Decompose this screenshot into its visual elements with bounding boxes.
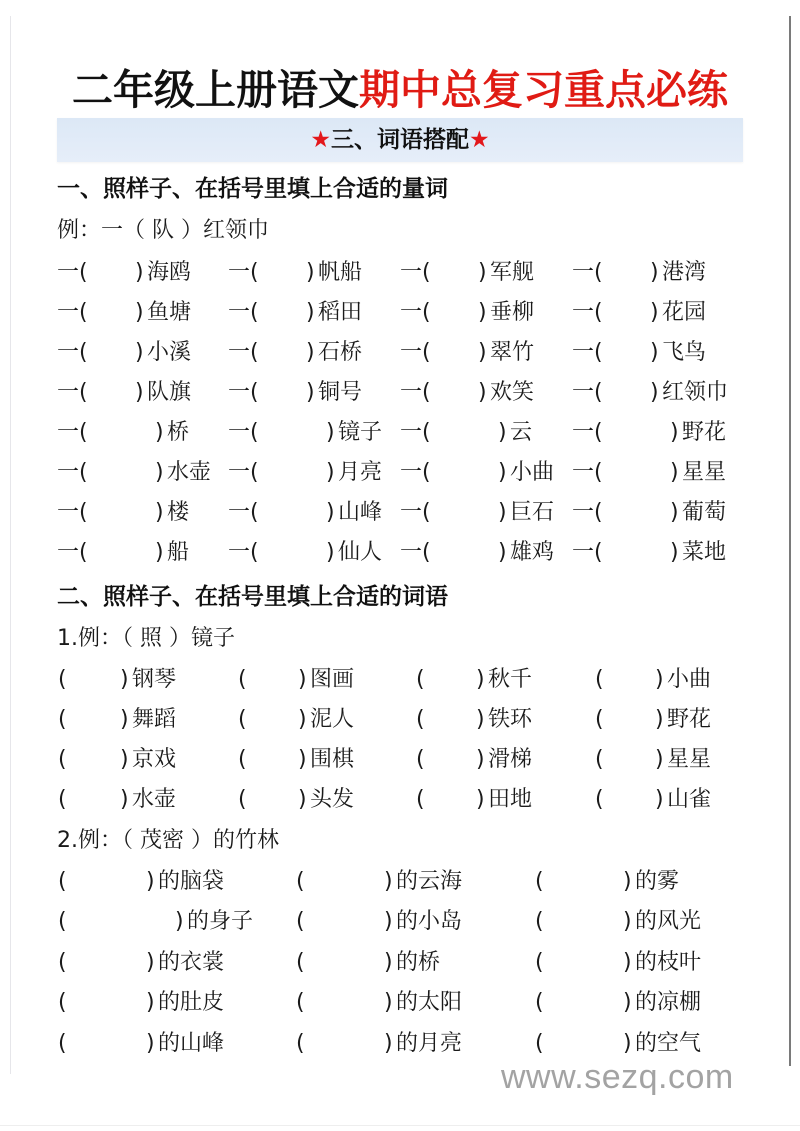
open-paren: ( bbox=[238, 787, 247, 812]
noun-phrase: 的凉棚 bbox=[635, 990, 702, 1015]
object-word: 京戏 bbox=[132, 747, 177, 772]
close-paren: ) bbox=[298, 667, 307, 692]
close-paren: ) bbox=[384, 909, 393, 934]
noun-phrase: 的衣裳 bbox=[158, 950, 225, 975]
answer-blank[interactable] bbox=[264, 497, 322, 529]
prefix-open-paren: 一( bbox=[228, 340, 259, 365]
open-paren: ( bbox=[58, 869, 67, 894]
close-paren: ) bbox=[146, 869, 155, 894]
answer-blank[interactable] bbox=[93, 457, 151, 489]
answer-blank[interactable] bbox=[608, 457, 666, 489]
close-paren: ) bbox=[135, 260, 144, 285]
close-paren: ) bbox=[384, 869, 393, 894]
close-paren: ) bbox=[326, 500, 335, 525]
prefix-open-paren: 一( bbox=[57, 460, 88, 485]
object-word: 星星 bbox=[667, 747, 712, 772]
section2-part1-example: 1.例：（ 照 ）镜子 bbox=[57, 626, 235, 651]
answer-blank[interactable] bbox=[308, 987, 382, 1019]
open-paren: ( bbox=[296, 909, 305, 934]
close-paren: ) bbox=[476, 787, 485, 812]
answer-blank[interactable] bbox=[436, 257, 474, 289]
answer-blank[interactable] bbox=[436, 537, 494, 569]
open-paren: ( bbox=[595, 787, 604, 812]
close-paren: ) bbox=[306, 260, 315, 285]
close-paren: ) bbox=[478, 340, 487, 365]
noun-word: 欢笑 bbox=[490, 380, 535, 405]
close-paren: ) bbox=[476, 707, 485, 732]
answer-blank[interactable] bbox=[608, 257, 646, 289]
noun-word: 星星 bbox=[682, 460, 727, 485]
answer-blank[interactable] bbox=[70, 664, 118, 696]
prefix-open-paren: 一( bbox=[572, 420, 603, 445]
prefix-open-paren: 一( bbox=[228, 460, 259, 485]
open-paren: ( bbox=[296, 950, 305, 975]
noun-phrase: 的桥 bbox=[396, 950, 441, 975]
close-paren: ) bbox=[476, 747, 485, 772]
noun-phrase: 的空气 bbox=[635, 1031, 702, 1056]
answer-blank[interactable] bbox=[70, 744, 118, 776]
noun-word: 镜子 bbox=[338, 420, 383, 445]
prefix-open-paren: 一( bbox=[572, 540, 603, 565]
answer-blank[interactable] bbox=[608, 417, 666, 449]
answer-blank[interactable] bbox=[264, 297, 302, 329]
section-band bbox=[57, 118, 743, 162]
section-band-label bbox=[57, 118, 743, 162]
noun-word: 红领巾 bbox=[662, 380, 729, 405]
prefix-open-paren: 一( bbox=[400, 380, 431, 405]
answer-blank[interactable] bbox=[70, 784, 118, 816]
prefix-open-paren: 一( bbox=[572, 500, 603, 525]
prefix-open-paren: 一( bbox=[400, 460, 431, 485]
close-paren: ) bbox=[498, 460, 507, 485]
close-paren: ) bbox=[155, 420, 164, 445]
prefix-open-paren: 一( bbox=[228, 260, 259, 285]
answer-blank[interactable] bbox=[436, 497, 494, 529]
exercise-row bbox=[0, 987, 800, 1019]
close-paren: ) bbox=[478, 380, 487, 405]
close-paren: ) bbox=[135, 380, 144, 405]
answer-blank[interactable] bbox=[607, 704, 653, 736]
close-paren: ) bbox=[155, 540, 164, 565]
close-paren: ) bbox=[120, 667, 129, 692]
exercise-row bbox=[0, 744, 800, 776]
object-word: 钢琴 bbox=[132, 667, 177, 692]
exercise-row bbox=[0, 947, 800, 979]
answer-blank[interactable] bbox=[308, 866, 382, 898]
close-paren: ) bbox=[498, 420, 507, 445]
open-paren: ( bbox=[238, 707, 247, 732]
answer-blank[interactable] bbox=[250, 664, 296, 696]
close-paren: ) bbox=[146, 990, 155, 1015]
noun-word: 帆船 bbox=[318, 260, 363, 285]
answer-blank[interactable] bbox=[70, 1028, 144, 1060]
close-paren: ) bbox=[306, 380, 315, 405]
exercise-row bbox=[0, 1028, 800, 1060]
star-icon: ★ bbox=[469, 127, 490, 153]
close-paren: ) bbox=[476, 667, 485, 692]
close-paren: ) bbox=[326, 460, 335, 485]
answer-blank[interactable] bbox=[70, 704, 118, 736]
section1-example: 例：一（ 队 ）红领巾 bbox=[57, 218, 269, 243]
close-paren: ) bbox=[670, 540, 679, 565]
object-word: 小曲 bbox=[667, 667, 712, 692]
close-paren: ) bbox=[298, 707, 307, 732]
noun-word: 桥 bbox=[167, 420, 190, 445]
answer-blank[interactable] bbox=[93, 417, 151, 449]
noun-word: 石桥 bbox=[318, 340, 363, 365]
noun-word: 铜号 bbox=[318, 380, 363, 405]
watermark: www.sezq.com bbox=[501, 1058, 734, 1096]
prefix-open-paren: 一( bbox=[57, 420, 88, 445]
close-paren: ) bbox=[655, 787, 664, 812]
answer-blank[interactable] bbox=[608, 337, 646, 369]
answer-blank[interactable] bbox=[264, 417, 322, 449]
exercise-row bbox=[0, 457, 800, 489]
answer-blank[interactable] bbox=[428, 784, 474, 816]
noun-phrase: 的风光 bbox=[635, 909, 702, 934]
answer-blank[interactable] bbox=[308, 1028, 382, 1060]
noun-word: 月亮 bbox=[338, 460, 383, 485]
prefix-open-paren: 一( bbox=[572, 380, 603, 405]
answer-blank[interactable] bbox=[264, 337, 302, 369]
noun-word: 小曲 bbox=[510, 460, 555, 485]
close-paren: ) bbox=[623, 950, 632, 975]
close-paren: ) bbox=[655, 707, 664, 732]
close-paren: ) bbox=[326, 540, 335, 565]
answer-blank[interactable] bbox=[70, 906, 173, 938]
close-paren: ) bbox=[655, 747, 664, 772]
close-paren: ) bbox=[384, 1031, 393, 1056]
noun-phrase: 的雾 bbox=[635, 869, 680, 894]
noun-word: 云 bbox=[510, 420, 533, 445]
noun-word: 翠竹 bbox=[490, 340, 535, 365]
close-paren: ) bbox=[298, 747, 307, 772]
open-paren: ( bbox=[535, 909, 544, 934]
noun-word: 鱼塘 bbox=[147, 300, 192, 325]
exercise-row bbox=[0, 704, 800, 736]
exercise-row bbox=[0, 337, 800, 369]
prefix-open-paren: 一( bbox=[228, 420, 259, 445]
open-paren: ( bbox=[58, 787, 67, 812]
answer-blank[interactable] bbox=[93, 497, 151, 529]
close-paren: ) bbox=[623, 990, 632, 1015]
open-paren: ( bbox=[296, 1031, 305, 1056]
noun-word: 小溪 bbox=[147, 340, 192, 365]
noun-word: 雄鸡 bbox=[510, 540, 555, 565]
noun-word: 稻田 bbox=[318, 300, 363, 325]
answer-blank[interactable] bbox=[308, 947, 382, 979]
close-paren: ) bbox=[384, 950, 393, 975]
answer-blank[interactable] bbox=[264, 257, 302, 289]
noun-word: 菜地 bbox=[682, 540, 727, 565]
open-paren: ( bbox=[416, 747, 425, 772]
noun-word: 水壶 bbox=[167, 460, 212, 485]
close-paren: ) bbox=[306, 300, 315, 325]
open-paren: ( bbox=[416, 667, 425, 692]
answer-blank[interactable] bbox=[436, 337, 474, 369]
open-paren: ( bbox=[58, 950, 67, 975]
exercise-row bbox=[0, 664, 800, 696]
answer-blank[interactable] bbox=[608, 537, 666, 569]
noun-phrase: 的肚皮 bbox=[158, 990, 225, 1015]
exercise-row bbox=[0, 417, 800, 449]
close-paren: ) bbox=[650, 340, 659, 365]
exercise-row bbox=[0, 257, 800, 289]
prefix-open-paren: 一( bbox=[228, 500, 259, 525]
answer-blank[interactable] bbox=[436, 377, 474, 409]
section2-part2-example: 2.例：（ 茂密 ）的竹林 bbox=[57, 828, 279, 853]
section2-heading: 二、照样子、在括号里填上合适的词语 bbox=[57, 584, 448, 610]
answer-blank[interactable] bbox=[436, 457, 494, 489]
noun-phrase: 的太阳 bbox=[396, 990, 463, 1015]
prefix-open-paren: 一( bbox=[572, 260, 603, 285]
exercise-row bbox=[0, 784, 800, 816]
answer-blank[interactable] bbox=[608, 497, 666, 529]
prefix-open-paren: 一( bbox=[57, 500, 88, 525]
open-paren: ( bbox=[535, 990, 544, 1015]
answer-blank[interactable] bbox=[70, 866, 144, 898]
close-paren: ) bbox=[306, 340, 315, 365]
close-paren: ) bbox=[670, 460, 679, 485]
object-word: 水壶 bbox=[132, 787, 177, 812]
noun-word: 仙人 bbox=[338, 540, 383, 565]
noun-word: 船 bbox=[167, 540, 190, 565]
noun-word: 野花 bbox=[682, 420, 727, 445]
answer-blank[interactable] bbox=[547, 1028, 621, 1060]
answer-blank[interactable] bbox=[547, 987, 621, 1019]
answer-blank[interactable] bbox=[250, 704, 296, 736]
noun-word: 巨石 bbox=[510, 500, 555, 525]
noun-word: 葡萄 bbox=[682, 500, 727, 525]
open-paren: ( bbox=[58, 667, 67, 692]
object-word: 滑梯 bbox=[488, 747, 533, 772]
noun-word: 垂柳 bbox=[490, 300, 535, 325]
open-paren: ( bbox=[535, 1031, 544, 1056]
title-black-part: 二年级上册语文 bbox=[72, 66, 359, 114]
close-paren: ) bbox=[670, 500, 679, 525]
open-paren: ( bbox=[296, 869, 305, 894]
answer-blank[interactable] bbox=[547, 947, 621, 979]
answer-blank[interactable] bbox=[607, 664, 653, 696]
answer-blank[interactable] bbox=[264, 377, 302, 409]
close-paren: ) bbox=[135, 340, 144, 365]
close-paren: ) bbox=[155, 460, 164, 485]
open-paren: ( bbox=[58, 707, 67, 732]
answer-blank[interactable] bbox=[547, 866, 621, 898]
open-paren: ( bbox=[58, 909, 67, 934]
answer-blank[interactable] bbox=[93, 377, 131, 409]
prefix-open-paren: 一( bbox=[400, 340, 431, 365]
prefix-open-paren: 一( bbox=[57, 540, 88, 565]
noun-phrase: 的脑袋 bbox=[158, 869, 225, 894]
open-paren: ( bbox=[238, 667, 247, 692]
object-word: 围棋 bbox=[310, 747, 355, 772]
noun-word: 花园 bbox=[662, 300, 707, 325]
noun-phrase: 的身子 bbox=[187, 909, 254, 934]
answer-blank[interactable] bbox=[70, 987, 144, 1019]
answer-blank[interactable] bbox=[264, 457, 322, 489]
answer-blank[interactable] bbox=[608, 377, 646, 409]
answer-blank[interactable] bbox=[308, 906, 382, 938]
noun-phrase: 的月亮 bbox=[396, 1031, 463, 1056]
close-paren: ) bbox=[135, 300, 144, 325]
open-paren: ( bbox=[58, 747, 67, 772]
answer-blank[interactable] bbox=[547, 906, 621, 938]
answer-blank[interactable] bbox=[428, 704, 474, 736]
close-paren: ) bbox=[120, 707, 129, 732]
close-paren: ) bbox=[155, 500, 164, 525]
close-paren: ) bbox=[326, 420, 335, 445]
prefix-open-paren: 一( bbox=[228, 380, 259, 405]
open-paren: ( bbox=[58, 1031, 67, 1056]
close-paren: ) bbox=[623, 909, 632, 934]
object-word: 田地 bbox=[488, 787, 533, 812]
noun-word: 楼 bbox=[167, 500, 190, 525]
open-paren: ( bbox=[535, 869, 544, 894]
answer-blank[interactable] bbox=[70, 947, 144, 979]
prefix-open-paren: 一( bbox=[400, 540, 431, 565]
answer-blank[interactable] bbox=[93, 297, 131, 329]
band-label: 三、词语搭配 bbox=[331, 127, 469, 153]
noun-phrase: 的云海 bbox=[396, 869, 463, 894]
exercise-row bbox=[0, 297, 800, 329]
answer-blank[interactable] bbox=[436, 297, 474, 329]
answer-blank[interactable] bbox=[428, 664, 474, 696]
open-paren: ( bbox=[58, 990, 67, 1015]
prefix-open-paren: 一( bbox=[400, 260, 431, 285]
answer-blank[interactable] bbox=[608, 297, 646, 329]
close-paren: ) bbox=[623, 1031, 632, 1056]
close-paren: ) bbox=[146, 1031, 155, 1056]
object-word: 泥人 bbox=[310, 707, 355, 732]
close-paren: ) bbox=[650, 260, 659, 285]
exercise-row bbox=[0, 866, 800, 898]
object-word: 秋千 bbox=[488, 667, 533, 692]
close-paren: ) bbox=[655, 667, 664, 692]
noun-word: 军舰 bbox=[490, 260, 535, 285]
close-paren: ) bbox=[478, 300, 487, 325]
prefix-open-paren: 一( bbox=[228, 540, 259, 565]
noun-word: 飞鸟 bbox=[662, 340, 707, 365]
open-paren: ( bbox=[535, 950, 544, 975]
page-border-bottom bbox=[0, 1125, 800, 1126]
close-paren: ) bbox=[120, 787, 129, 812]
object-word: 铁环 bbox=[488, 707, 533, 732]
object-word: 头发 bbox=[310, 787, 355, 812]
exercise-row bbox=[0, 906, 800, 938]
open-paren: ( bbox=[296, 990, 305, 1015]
close-paren: ) bbox=[298, 787, 307, 812]
prefix-open-paren: 一( bbox=[57, 380, 88, 405]
answer-blank[interactable] bbox=[250, 784, 296, 816]
noun-word: 海鸥 bbox=[147, 260, 192, 285]
noun-word: 港湾 bbox=[662, 260, 707, 285]
noun-word: 队旗 bbox=[147, 380, 192, 405]
prefix-open-paren: 一( bbox=[57, 340, 88, 365]
noun-phrase: 的小岛 bbox=[396, 909, 463, 934]
close-paren: ) bbox=[650, 380, 659, 405]
answer-blank[interactable] bbox=[93, 257, 131, 289]
close-paren: ) bbox=[120, 747, 129, 772]
answer-blank[interactable] bbox=[607, 784, 653, 816]
exercise-row bbox=[0, 537, 800, 569]
close-paren: ) bbox=[623, 869, 632, 894]
prefix-open-paren: 一( bbox=[572, 300, 603, 325]
prefix-open-paren: 一( bbox=[572, 340, 603, 365]
star-icon: ★ bbox=[310, 127, 331, 153]
page-title bbox=[0, 62, 800, 118]
noun-word: 山峰 bbox=[338, 500, 383, 525]
open-paren: ( bbox=[416, 787, 425, 812]
answer-blank[interactable] bbox=[93, 337, 131, 369]
object-word: 山雀 bbox=[667, 787, 712, 812]
close-paren: ) bbox=[478, 260, 487, 285]
close-paren: ) bbox=[670, 420, 679, 445]
noun-phrase: 的枝叶 bbox=[635, 950, 702, 975]
answer-blank[interactable] bbox=[607, 744, 653, 776]
open-paren: ( bbox=[416, 707, 425, 732]
exercise-row bbox=[0, 497, 800, 529]
answer-blank[interactable] bbox=[250, 744, 296, 776]
close-paren: ) bbox=[650, 300, 659, 325]
object-word: 图画 bbox=[310, 667, 355, 692]
close-paren: ) bbox=[146, 950, 155, 975]
close-paren: ) bbox=[498, 540, 507, 565]
section1-heading: 一、照样子、在括号里填上合适的量词 bbox=[57, 176, 448, 202]
exercise-row bbox=[0, 377, 800, 409]
prefix-open-paren: 一( bbox=[228, 300, 259, 325]
object-word: 舞蹈 bbox=[132, 707, 177, 732]
prefix-open-paren: 一( bbox=[400, 420, 431, 445]
prefix-open-paren: 一( bbox=[400, 300, 431, 325]
noun-phrase: 的山峰 bbox=[158, 1031, 225, 1056]
answer-blank[interactable] bbox=[264, 537, 322, 569]
prefix-open-paren: 一( bbox=[57, 260, 88, 285]
prefix-open-paren: 一( bbox=[57, 300, 88, 325]
close-paren: ) bbox=[175, 909, 184, 934]
answer-blank[interactable] bbox=[93, 537, 151, 569]
prefix-open-paren: 一( bbox=[400, 500, 431, 525]
prefix-open-paren: 一( bbox=[572, 460, 603, 485]
open-paren: ( bbox=[595, 667, 604, 692]
open-paren: ( bbox=[238, 747, 247, 772]
answer-blank[interactable] bbox=[428, 744, 474, 776]
title-red-part: 期中总复习重点必练 bbox=[359, 66, 728, 114]
answer-blank[interactable] bbox=[436, 417, 494, 449]
close-paren: ) bbox=[498, 500, 507, 525]
open-paren: ( bbox=[595, 707, 604, 732]
close-paren: ) bbox=[384, 990, 393, 1015]
open-paren: ( bbox=[595, 747, 604, 772]
object-word: 野花 bbox=[667, 707, 712, 732]
